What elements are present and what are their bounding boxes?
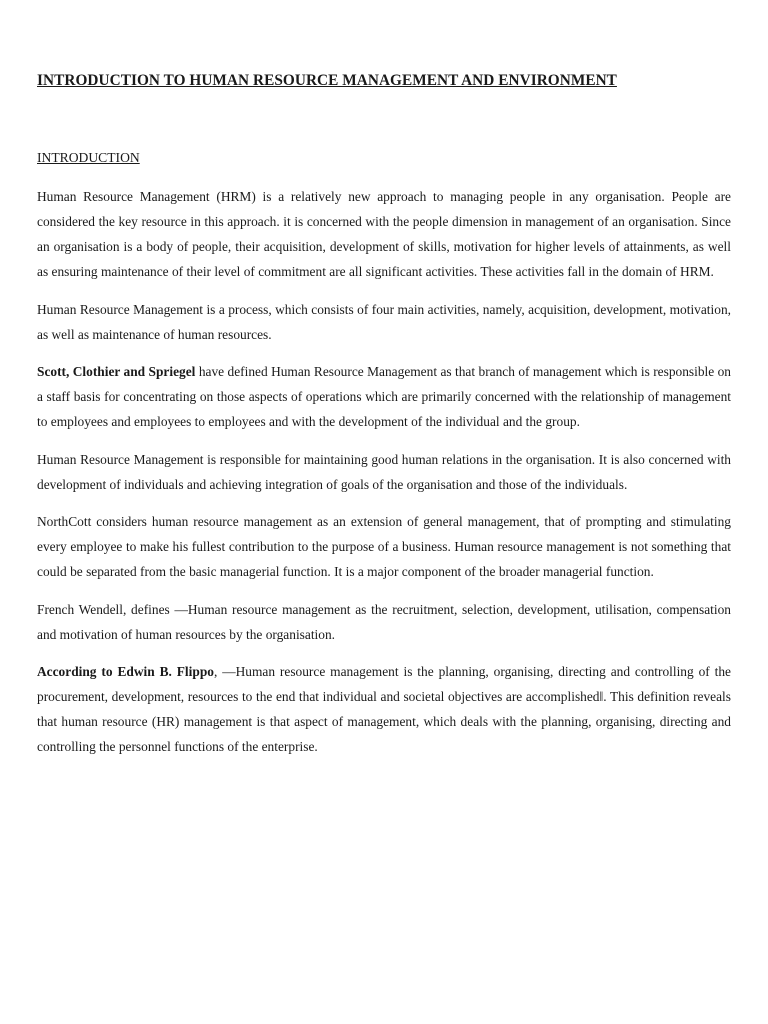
document-title: INTRODUCTION TO HUMAN RESOURCE MANAGEMENT AND ENVIRONMENT xyxy=(37,72,617,89)
paragraph-text: French Wendell, defines —Human resource management as the recruitment, selection, development, utilisation, compensation and motivation of human resources by the organisation. xyxy=(37,601,731,642)
paragraph-text: Human Resource Management is responsible for maintaining good human relations in the organisation. It is also concerned with development of individuals and achieving integration of goals of the organisation and those of the individuals. xyxy=(37,451,731,492)
paragraph-human-relations xyxy=(37,447,731,497)
section-heading: INTRODUCTION xyxy=(37,150,140,165)
author-name: Scott, Clothier and Spriegel xyxy=(37,364,196,379)
paragraph-hrm-definition xyxy=(37,184,731,284)
author-name: According to Edwin B. Flippo xyxy=(37,664,214,679)
paragraph-text: have defined Human Resource Management as that branch of management which is responsible on a staff basis for concentrating on those aspects of operations which are primarily concerned with the relationship of management to employees and employees to employees and with the development of the individual and the group. xyxy=(37,364,732,429)
paragraph-text: Human Resource Management (HRM) is a relatively new approach to managing people in any organisation. People are considered the key resource in this approach. it is concerned with the people dimension in management of an organisation. Since an organisation is a body of people, their acquisition, development of skills, motivation for higher levels of attainments, as well as ensuring maintenance of their level of commitment are all significant activities. These activities fall in the domain of HRM. xyxy=(37,189,731,279)
paragraph-hrm-process xyxy=(37,297,731,347)
paragraph-edwin-flippo xyxy=(37,659,731,759)
paragraph-scott-clothier-spriegel xyxy=(37,359,731,434)
paragraph-text: , —Human resource management is the planning, organising, directing and controlling of the procurement, development, resources to the end that individual and societal objectives are accomplished‖. This definition reveals that human resource (HR) management is that aspect of management, which deals with the planning, organising, directing and controlling the personnel functions of the enterprise. xyxy=(37,664,731,754)
paragraph-text: Human Resource Management is a process, which consists of four main activities, namely, acquisition, development, motivation, as well as maintenance of human resources. xyxy=(37,301,731,342)
document-body xyxy=(37,184,731,772)
paragraph-french-wendell xyxy=(37,597,731,647)
paragraph-text: NorthCott considers human resource management as an extension of general management, that of prompting and stimulating every employee to make his fullest contribution to the purpose of a business. Human resource management is not something that could be separated from the basic managerial function. It is a major component of the broader managerial function. xyxy=(37,514,731,579)
paragraph-northcott xyxy=(37,509,731,584)
